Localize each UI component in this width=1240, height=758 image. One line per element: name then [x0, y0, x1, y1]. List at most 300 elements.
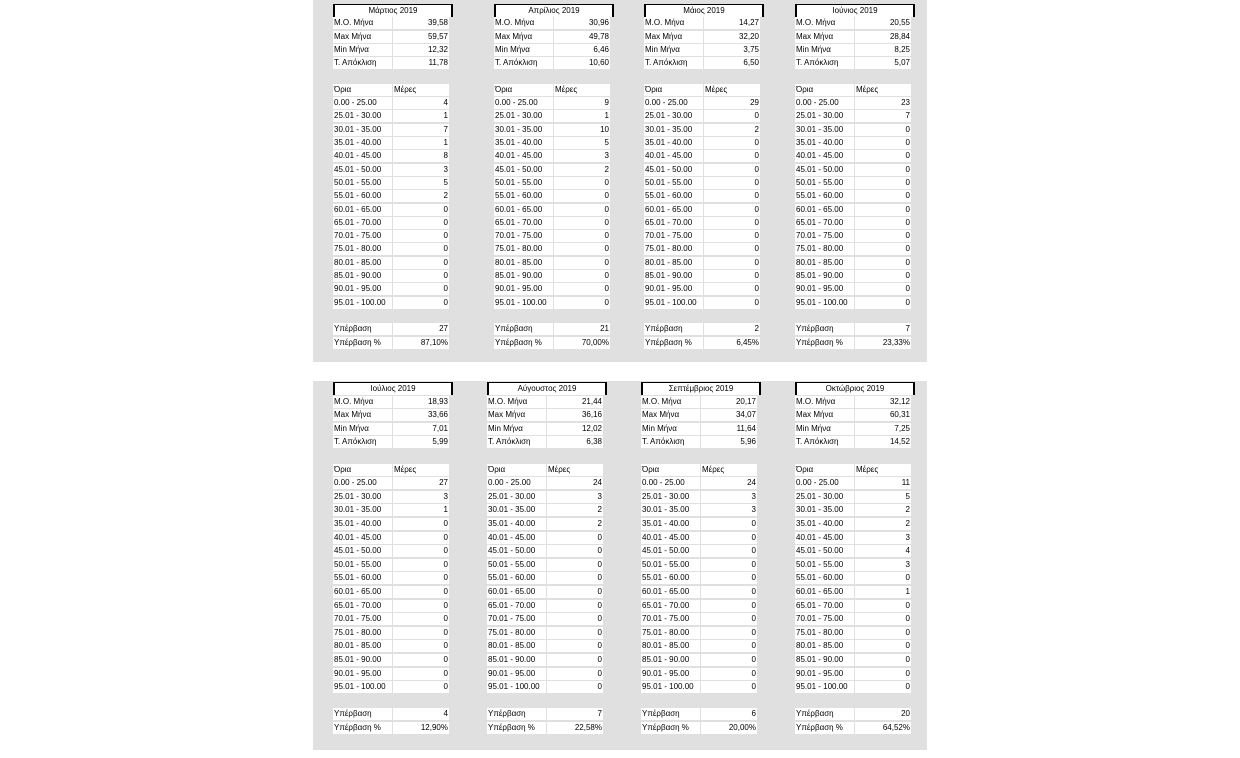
row-value: 5 [855, 491, 911, 503]
row-value: 59,57 [393, 31, 449, 43]
row-value: 11,78 [393, 57, 449, 69]
row-value: 0 [701, 532, 757, 544]
row-value: 0 [393, 640, 449, 652]
row-label: Max Μήνα [487, 409, 546, 421]
row-value: 36,16 [547, 409, 603, 421]
row-label: Υπέρβαση [795, 708, 854, 720]
row-label: Υπέρβαση [795, 323, 854, 335]
row-label: Min Μήνα [487, 423, 546, 435]
row-label: 80.01 - 85.00 [641, 640, 700, 652]
row-value: 20,55 [855, 17, 911, 29]
month-title: Οκτώβριος 2019 [795, 382, 915, 395]
row-label: 90.01 - 95.00 [333, 668, 392, 680]
row-value: 9 [554, 97, 610, 109]
row-label: 40.01 - 45.00 [487, 532, 546, 544]
row-label: Υπέρβαση % [333, 337, 392, 349]
row-label: Τ. Απόκλιση [795, 436, 854, 448]
row-value: 6,45% [704, 337, 760, 349]
row-value: 7 [855, 323, 911, 335]
row-value: Μέρες [855, 464, 911, 476]
row-value: 0 [701, 681, 757, 693]
row-value: 0 [547, 600, 603, 612]
row-value: 0 [547, 572, 603, 584]
row-value: 23,33% [855, 337, 911, 349]
row-label: Μ.Ο. Μήνα [487, 396, 546, 408]
row-label: 40.01 - 45.00 [644, 150, 703, 162]
row-label: Τ. Απόκλιση [644, 57, 703, 69]
row-label: 65.01 - 70.00 [795, 600, 854, 612]
row-label: 40.01 - 45.00 [641, 532, 700, 544]
row-label: 60.01 - 65.00 [795, 204, 854, 216]
row-label: Τ. Απόκλιση [795, 57, 854, 69]
row-value: 0 [554, 297, 610, 309]
row-label: 40.01 - 45.00 [333, 532, 392, 544]
row-value: 0 [393, 204, 449, 216]
row-value: 0 [554, 204, 610, 216]
row-value: 5,96 [701, 436, 757, 448]
row-label: 45.01 - 50.00 [487, 545, 546, 557]
row-value: 0 [704, 217, 760, 229]
row-label: 80.01 - 85.00 [494, 257, 553, 269]
row-value: 7 [855, 110, 911, 122]
row-label: 25.01 - 30.00 [494, 110, 553, 122]
row-value: 0 [547, 532, 603, 544]
row-value: 2 [554, 164, 610, 176]
row-value: 7 [393, 124, 449, 136]
row-label: 25.01 - 30.00 [641, 491, 700, 503]
row-value: 0 [547, 681, 603, 693]
row-label: Τ. Απόκλιση [487, 436, 546, 448]
row-label: 35.01 - 40.00 [644, 137, 703, 149]
bottom-sheet-panel [313, 381, 927, 750]
row-label: 0.00 - 25.00 [333, 97, 392, 109]
row-value: 49,78 [554, 31, 610, 43]
row-value: 6,50 [704, 57, 760, 69]
row-label: 85.01 - 90.00 [487, 654, 546, 666]
row-value: 1 [393, 110, 449, 122]
row-label: 60.01 - 65.00 [333, 204, 392, 216]
row-label: 65.01 - 70.00 [795, 217, 854, 229]
row-value: 5 [393, 177, 449, 189]
row-value: 0 [855, 230, 911, 242]
row-value: 0 [547, 668, 603, 680]
row-value: 0 [554, 177, 610, 189]
row-label: 40.01 - 45.00 [333, 150, 392, 162]
row-label: 75.01 - 80.00 [494, 243, 553, 255]
row-label: Max Μήνα [795, 409, 854, 421]
row-label: 50.01 - 55.00 [487, 559, 546, 571]
row-label: 70.01 - 75.00 [644, 230, 703, 242]
row-value: 29 [704, 97, 760, 109]
row-label: 0.00 - 25.00 [641, 477, 700, 489]
row-label: 40.01 - 45.00 [494, 150, 553, 162]
row-label: 75.01 - 80.00 [795, 243, 854, 255]
row-value: Μέρες [701, 464, 757, 476]
row-value: 0 [701, 654, 757, 666]
row-label: 25.01 - 30.00 [795, 491, 854, 503]
row-label: 65.01 - 70.00 [641, 600, 700, 612]
row-value: 39,58 [393, 17, 449, 29]
row-value: 0 [855, 640, 911, 652]
row-value: 28,84 [855, 31, 911, 43]
row-label: 95.01 - 100.00 [641, 681, 700, 693]
row-value: 30,96 [554, 17, 610, 29]
row-value: 0 [393, 545, 449, 557]
row-label: Υπέρβαση [487, 708, 546, 720]
row-label: Υπέρβαση % [795, 337, 854, 349]
row-label: 75.01 - 80.00 [644, 243, 703, 255]
row-label: 30.01 - 35.00 [795, 124, 854, 136]
row-value: 0 [704, 283, 760, 295]
row-value: 0 [855, 613, 911, 625]
row-label: 60.01 - 65.00 [795, 586, 854, 598]
row-label: 95.01 - 100.00 [333, 297, 392, 309]
row-label: Min Μήνα [333, 44, 392, 56]
row-value: 6,38 [547, 436, 603, 448]
row-label: Μ.Ο. Μήνα [333, 396, 392, 408]
row-label: 60.01 - 65.00 [487, 586, 546, 598]
row-value: 21,44 [547, 396, 603, 408]
month-title: Ιούλιος 2019 [333, 382, 453, 395]
row-value: 0 [701, 586, 757, 598]
row-label: 80.01 - 85.00 [333, 257, 392, 269]
row-value: 4 [855, 545, 911, 557]
row-label: 65.01 - 70.00 [494, 217, 553, 229]
row-value: 0 [393, 668, 449, 680]
row-label: 25.01 - 30.00 [333, 110, 392, 122]
row-label: 35.01 - 40.00 [494, 137, 553, 149]
row-value: Μέρες [554, 84, 610, 96]
row-value: 0 [701, 572, 757, 584]
row-label: 30.01 - 35.00 [644, 124, 703, 136]
row-value: 0 [554, 243, 610, 255]
row-label: 40.01 - 45.00 [795, 150, 854, 162]
row-value: 1 [554, 110, 610, 122]
row-label: 70.01 - 75.00 [494, 230, 553, 242]
row-value: 7 [547, 708, 603, 720]
row-value: 20 [855, 708, 911, 720]
row-label: 95.01 - 100.00 [795, 681, 854, 693]
row-value: 5 [554, 137, 610, 149]
row-label: Υπέρβαση % [333, 722, 392, 734]
row-value: 20,00% [701, 722, 757, 734]
row-value: 0 [393, 243, 449, 255]
row-value: 0 [704, 297, 760, 309]
row-label: Τ. Απόκλιση [333, 57, 392, 69]
row-label: 65.01 - 70.00 [333, 217, 392, 229]
row-value: 0 [547, 613, 603, 625]
row-label: 0.00 - 25.00 [487, 477, 546, 489]
row-value: 0 [855, 190, 911, 202]
row-value: 0 [855, 243, 911, 255]
row-label: 25.01 - 30.00 [487, 491, 546, 503]
row-value: 3 [855, 532, 911, 544]
row-value: 22,58% [547, 722, 603, 734]
row-label: 55.01 - 60.00 [641, 572, 700, 584]
row-label: 90.01 - 95.00 [333, 283, 392, 295]
row-value: 34,07 [701, 409, 757, 421]
row-value: 3 [554, 150, 610, 162]
row-value: 3 [393, 164, 449, 176]
row-label: Max Μήνα [795, 31, 854, 43]
row-label: Max Μήνα [641, 409, 700, 421]
row-label: 0.00 - 25.00 [333, 477, 392, 489]
row-value: Μέρες [393, 464, 449, 476]
row-value: 8,25 [855, 44, 911, 56]
row-value: 5,99 [393, 436, 449, 448]
row-value: 8 [393, 150, 449, 162]
row-label: 25.01 - 30.00 [333, 491, 392, 503]
row-value: 0 [704, 204, 760, 216]
row-value: 0 [855, 668, 911, 680]
row-value: 2 [704, 124, 760, 136]
row-label: 45.01 - 50.00 [644, 164, 703, 176]
row-label: Υπέρβαση [333, 323, 392, 335]
row-value: 0 [393, 586, 449, 598]
row-value: 0 [701, 545, 757, 557]
row-label: 55.01 - 60.00 [333, 190, 392, 202]
row-value: 70,00% [554, 337, 610, 349]
row-label: 50.01 - 55.00 [644, 177, 703, 189]
row-value: 0 [393, 270, 449, 282]
row-label: 95.01 - 100.00 [494, 297, 553, 309]
row-value: 0 [704, 164, 760, 176]
row-value: 2 [704, 323, 760, 335]
row-value: 0 [547, 559, 603, 571]
row-value: 3 [701, 504, 757, 516]
row-label: Min Μήνα [795, 423, 854, 435]
row-value: 64,52% [855, 722, 911, 734]
row-label: Min Μήνα [333, 423, 392, 435]
row-label: Όρια [494, 84, 553, 96]
row-label: 90.01 - 95.00 [487, 668, 546, 680]
row-label: Υπέρβαση % [644, 337, 703, 349]
month-title: Απρίλιος 2019 [494, 4, 614, 17]
row-label: 85.01 - 90.00 [795, 654, 854, 666]
row-value: 0 [855, 681, 911, 693]
row-label: 65.01 - 70.00 [487, 600, 546, 612]
row-label: 90.01 - 95.00 [644, 283, 703, 295]
row-label: Μ.Ο. Μήνα [644, 17, 703, 29]
month-title: Μάρτιος 2019 [333, 4, 453, 17]
row-value: 10,60 [554, 57, 610, 69]
row-value: 0 [855, 137, 911, 149]
row-label: Όρια [644, 84, 703, 96]
row-label: Μ.Ο. Μήνα [494, 17, 553, 29]
row-label: 70.01 - 75.00 [333, 230, 392, 242]
row-label: 55.01 - 60.00 [494, 190, 553, 202]
row-value: 2 [547, 518, 603, 530]
row-label: Υπέρβαση % [494, 337, 553, 349]
row-label: Μ.Ο. Μήνα [795, 396, 854, 408]
month-title: Σεπτέμβριος 2019 [641, 382, 761, 395]
row-label: 70.01 - 75.00 [641, 613, 700, 625]
row-label: Όρια [641, 464, 700, 476]
row-label: Max Μήνα [333, 31, 392, 43]
row-value: 0 [393, 532, 449, 544]
row-label: Όρια [795, 84, 854, 96]
row-label: Τ. Απόκλιση [641, 436, 700, 448]
row-label: 30.01 - 35.00 [641, 504, 700, 516]
row-value: 0 [554, 217, 610, 229]
row-label: 55.01 - 60.00 [487, 572, 546, 584]
row-label: 80.01 - 85.00 [644, 257, 703, 269]
row-value: 0 [547, 627, 603, 639]
row-label: 80.01 - 85.00 [487, 640, 546, 652]
row-label: 60.01 - 65.00 [494, 204, 553, 216]
row-value: 12,32 [393, 44, 449, 56]
row-label: Min Μήνα [795, 44, 854, 56]
row-value: 0 [855, 124, 911, 136]
row-label: 80.01 - 85.00 [795, 257, 854, 269]
row-label: 35.01 - 40.00 [487, 518, 546, 530]
row-value: 0 [547, 586, 603, 598]
row-value: 0 [855, 654, 911, 666]
row-value: 0 [704, 243, 760, 255]
row-value: 3 [547, 491, 603, 503]
row-label: 90.01 - 95.00 [641, 668, 700, 680]
row-value: 0 [701, 600, 757, 612]
row-label: 95.01 - 100.00 [333, 681, 392, 693]
row-label: 80.01 - 85.00 [333, 640, 392, 652]
row-value: 1 [855, 586, 911, 598]
row-value: 23 [855, 97, 911, 109]
row-label: 60.01 - 65.00 [644, 204, 703, 216]
row-value: 0 [393, 217, 449, 229]
row-label: 35.01 - 40.00 [795, 518, 854, 530]
row-value: 2 [393, 190, 449, 202]
row-value: 32,12 [855, 396, 911, 408]
row-value: 0 [855, 150, 911, 162]
month-title: Ιούνιος 2019 [795, 4, 915, 17]
row-value: 0 [704, 137, 760, 149]
row-label: Υπέρβαση [641, 708, 700, 720]
row-value: Μέρες [393, 84, 449, 96]
row-value: 32,20 [704, 31, 760, 43]
row-value: 27 [393, 323, 449, 335]
row-label: 30.01 - 35.00 [487, 504, 546, 516]
top-sheet-panel [313, 0, 927, 362]
row-label: 70.01 - 75.00 [795, 613, 854, 625]
row-label: 35.01 - 40.00 [333, 137, 392, 149]
row-label: 45.01 - 50.00 [333, 164, 392, 176]
row-label: 50.01 - 55.00 [333, 559, 392, 571]
row-value: 6,46 [554, 44, 610, 56]
row-label: 45.01 - 50.00 [795, 164, 854, 176]
row-value: 0 [393, 297, 449, 309]
row-value: 6 [701, 708, 757, 720]
row-label: 50.01 - 55.00 [795, 559, 854, 571]
row-value: 1 [393, 504, 449, 516]
row-value: 0 [701, 627, 757, 639]
row-value: 0 [393, 518, 449, 530]
row-value: 3,75 [704, 44, 760, 56]
row-value: 0 [547, 654, 603, 666]
row-value: 60,31 [855, 409, 911, 421]
row-value: 0 [701, 518, 757, 530]
row-label: 40.01 - 45.00 [795, 532, 854, 544]
row-label: 55.01 - 60.00 [795, 190, 854, 202]
row-value: 0 [855, 164, 911, 176]
row-label: 45.01 - 50.00 [795, 545, 854, 557]
row-value: 3 [855, 559, 911, 571]
row-value: 10 [554, 124, 610, 136]
row-label: 65.01 - 70.00 [644, 217, 703, 229]
row-value: 0 [701, 640, 757, 652]
row-value: 0 [701, 668, 757, 680]
row-label: 45.01 - 50.00 [494, 164, 553, 176]
row-label: Όρια [487, 464, 546, 476]
row-value: 3 [393, 491, 449, 503]
row-label: 95.01 - 100.00 [795, 297, 854, 309]
row-label: Μ.Ο. Μήνα [795, 17, 854, 29]
row-value: 0 [393, 654, 449, 666]
row-label: 90.01 - 95.00 [795, 668, 854, 680]
month-title: Αύγουστος 2019 [487, 382, 607, 395]
row-value: 2 [547, 504, 603, 516]
row-value: 0 [547, 545, 603, 557]
row-label: 50.01 - 55.00 [494, 177, 553, 189]
row-label: Τ. Απόκλιση [494, 57, 553, 69]
row-label: 50.01 - 55.00 [333, 177, 392, 189]
row-value: 2 [855, 504, 911, 516]
row-value: 0 [704, 230, 760, 242]
row-label: 50.01 - 55.00 [795, 177, 854, 189]
row-label: 70.01 - 75.00 [795, 230, 854, 242]
row-value: 14,27 [704, 17, 760, 29]
row-label: 55.01 - 60.00 [795, 572, 854, 584]
row-label: Όρια [333, 84, 392, 96]
row-value: 0 [393, 559, 449, 571]
row-label: Υπέρβαση % [641, 722, 700, 734]
row-label: 60.01 - 65.00 [333, 586, 392, 598]
row-label: Υπέρβαση % [487, 722, 546, 734]
row-label: Υπέρβαση [333, 708, 392, 720]
row-label: 65.01 - 70.00 [333, 600, 392, 612]
row-label: 45.01 - 50.00 [333, 545, 392, 557]
row-label: 0.00 - 25.00 [494, 97, 553, 109]
row-value: 0 [701, 559, 757, 571]
row-label: 30.01 - 35.00 [333, 124, 392, 136]
row-value: 7,01 [393, 423, 449, 435]
row-value: 0 [704, 150, 760, 162]
row-value: 0 [855, 283, 911, 295]
row-label: 35.01 - 40.00 [641, 518, 700, 530]
row-value: 0 [855, 257, 911, 269]
row-value: 0 [855, 217, 911, 229]
row-value: 0 [704, 270, 760, 282]
row-value: 0 [855, 204, 911, 216]
row-value: 0 [554, 257, 610, 269]
row-value: 3 [701, 491, 757, 503]
row-label: Τ. Απόκλιση [333, 436, 392, 448]
row-label: 35.01 - 40.00 [795, 137, 854, 149]
month-title: Μάιος 2019 [644, 4, 764, 17]
row-value: 20,17 [701, 396, 757, 408]
row-label: 75.01 - 80.00 [333, 243, 392, 255]
row-value: 4 [393, 708, 449, 720]
row-value: 0 [855, 600, 911, 612]
row-value: 4 [393, 97, 449, 109]
row-value: 0 [393, 572, 449, 584]
row-label: 85.01 - 90.00 [644, 270, 703, 282]
row-label: 90.01 - 95.00 [795, 283, 854, 295]
row-label: 85.01 - 90.00 [641, 654, 700, 666]
row-label: 60.01 - 65.00 [641, 586, 700, 598]
row-value: 33,66 [393, 409, 449, 421]
row-label: Min Μήνα [641, 423, 700, 435]
row-label: Υπέρβαση [644, 323, 703, 335]
